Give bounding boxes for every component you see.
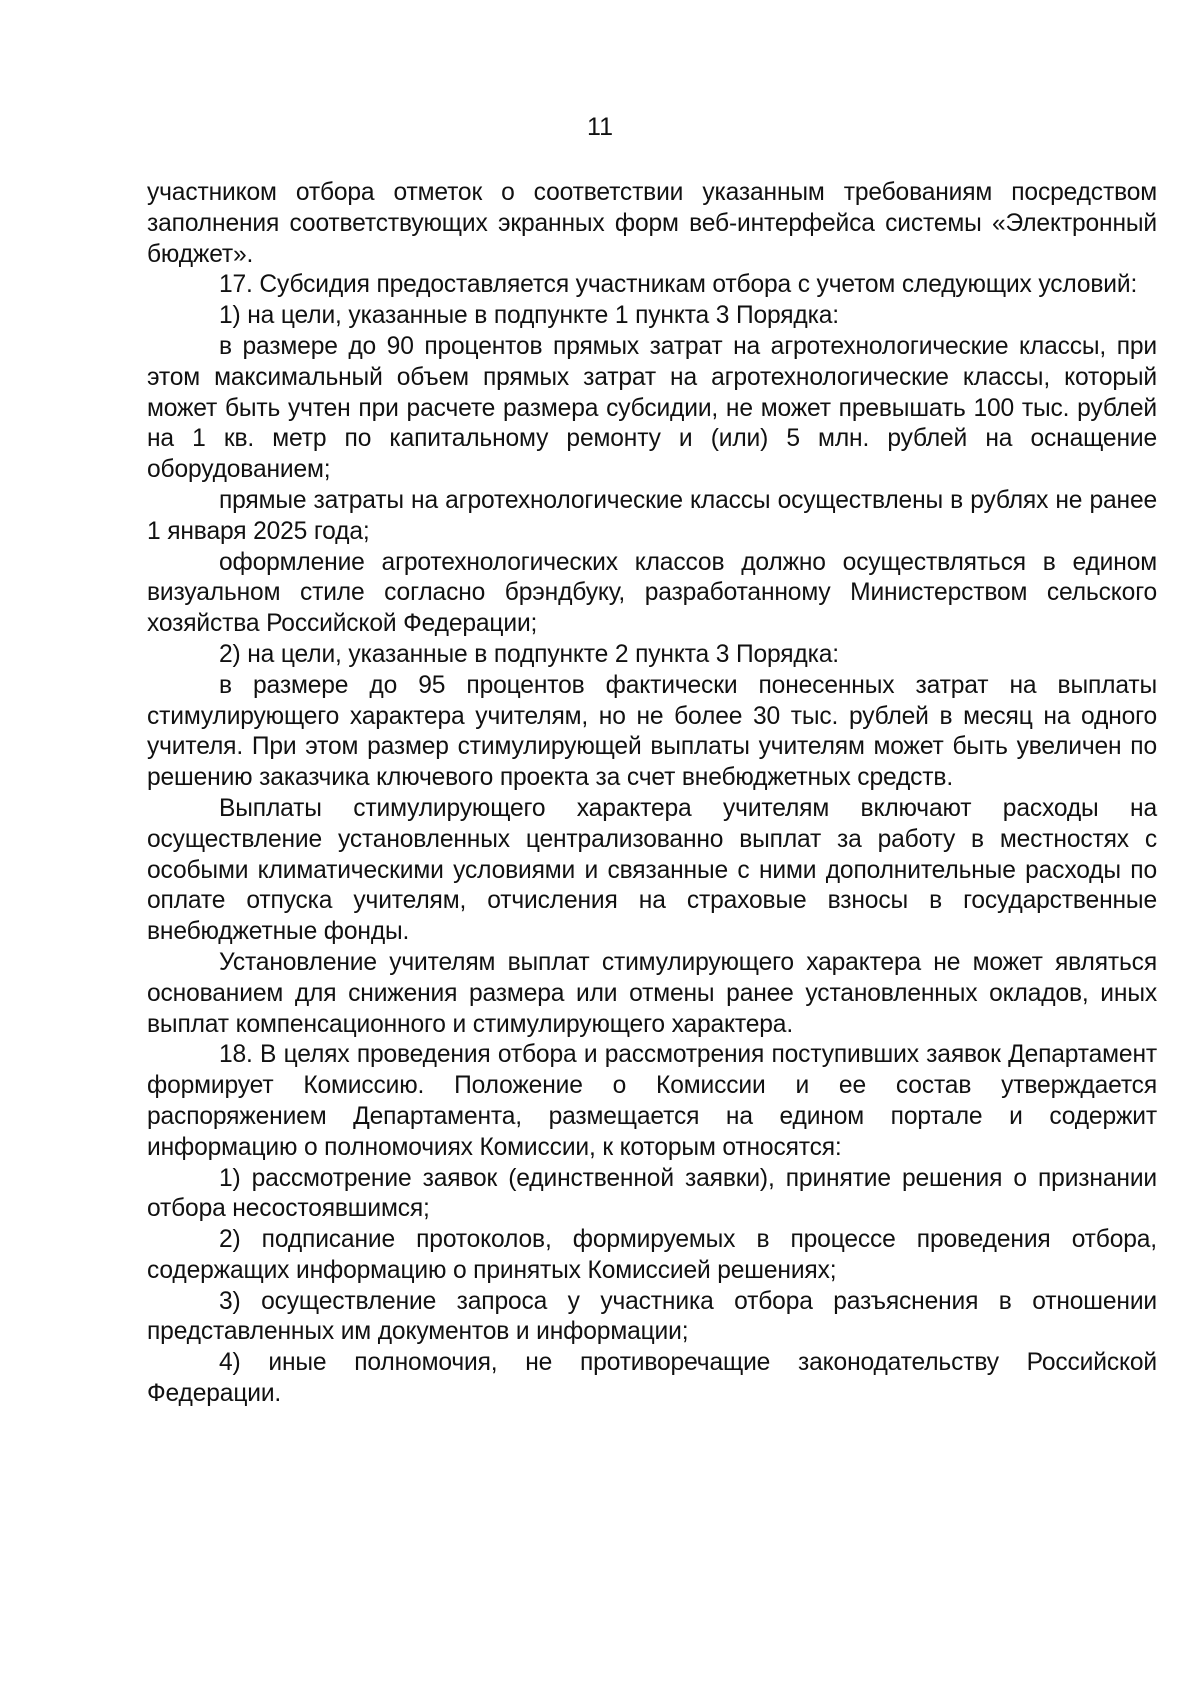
document-body <box>147 178 1157 1410</box>
paragraph-1: участником отбора отметок о соответствии указанным требованиям посредством заполнения соответствующих экранных форм веб-интерфейса системы «Электронный бюджет». <box>147 179 1157 268</box>
paragraph-clause-17-item-1-date: прямые затраты на агротехнологические классы осуществлены в рублях не ранее 1 января 2025 года; <box>147 486 1157 545</box>
paragraph-clause-18-item-2: 2) подписание протоколов, формируемых в процессе проведения отбора, содержащих информацию о принятых Комиссией решениях; <box>147 1226 1157 1284</box>
paragraph-clause-18-item-4: 4) иные полномочия, не противоречащие законодательству Российской Федерации. <box>147 1349 1157 1408</box>
paragraph-clause-17-item-1: 1) на цели, указанные в подпункте 1 пункта 3 Порядка: <box>219 302 839 330</box>
paragraph-clause-18-item-1: 1) рассмотрение заявок (единственной заявки), принятие решения о признании отбора несостоявшимся; <box>147 1164 1157 1223</box>
paragraph-clause-17-item-1-style: оформление агротехнологических классов должно осуществляться в едином визуальном стиле согласно брэндбуку, разработанному Министерством сельского хозяйства Российской Федерации; <box>147 548 1157 638</box>
paragraph-clause-17-item-2-size: в размере до 95 процентов фактически понесенных затрат на выплаты стимулирующего характера учителям, но не более 30 тыс. рублей в месяц на одного учителя. При этом размер стимулирующей выплаты учителям может быть увеличен по решению заказчика ключевого проекта за счет внебюджетных средств. <box>147 671 1157 792</box>
paragraph-clause-17-item-1-size: в размере до 90 процентов прямых затрат на агротехнологические классы, при этом максимальный объем прямых затрат на агротехнологические классы, который может быть учтен при расчете размера субсидии, не может превышать 100 тыс. рублей на 1 кв. метр по капитальному ремонту и (или) 5 млн. рублей на оснащение оборудованием; <box>147 332 1157 484</box>
paragraph-clause-17-item-2: 2) на цели, указанные в подпункте 2 пункта 3 Порядка: <box>219 640 839 668</box>
paragraph-clause-17-item-2-basis: Установление учителям выплат стимулирующего характера не может являться основанием для снижения размера или отмены ранее установленных окладов, иных выплат компенсационного и стимулирующего характера. <box>147 948 1157 1038</box>
paragraph-clause-18: 18. В целях проведения отбора и рассмотрения поступивших заявок Департамент формирует Комиссию. Положение о Комиссии и ее состав утверждается распоряжением Департамента, размещается на едином портале и содержит информацию о полномочиях Комиссии, к которым относятся: <box>147 1041 1157 1161</box>
paragraph-clause-18-item-3: 3) осуществление запроса у участника отбора разъяснения в отношении представленных им документов и информации; <box>147 1287 1157 1346</box>
paragraph-clause-17-item-2-payments: Выплаты стимулирующего характера учителям включают расходы на осуществление установленных централизованно выплат за работу в местностях с особыми климатическими условиями и связанные с ними дополнительные расходы по оплате отпуска учителям, отчисления на страховые взносы в государственные внебюджетные фонды. <box>147 794 1157 946</box>
paragraph-clause-17: 17. Субсидия предоставляется участникам отбора с учетом следующих условий: <box>219 271 1138 299</box>
page-number: 11 <box>587 113 613 141</box>
